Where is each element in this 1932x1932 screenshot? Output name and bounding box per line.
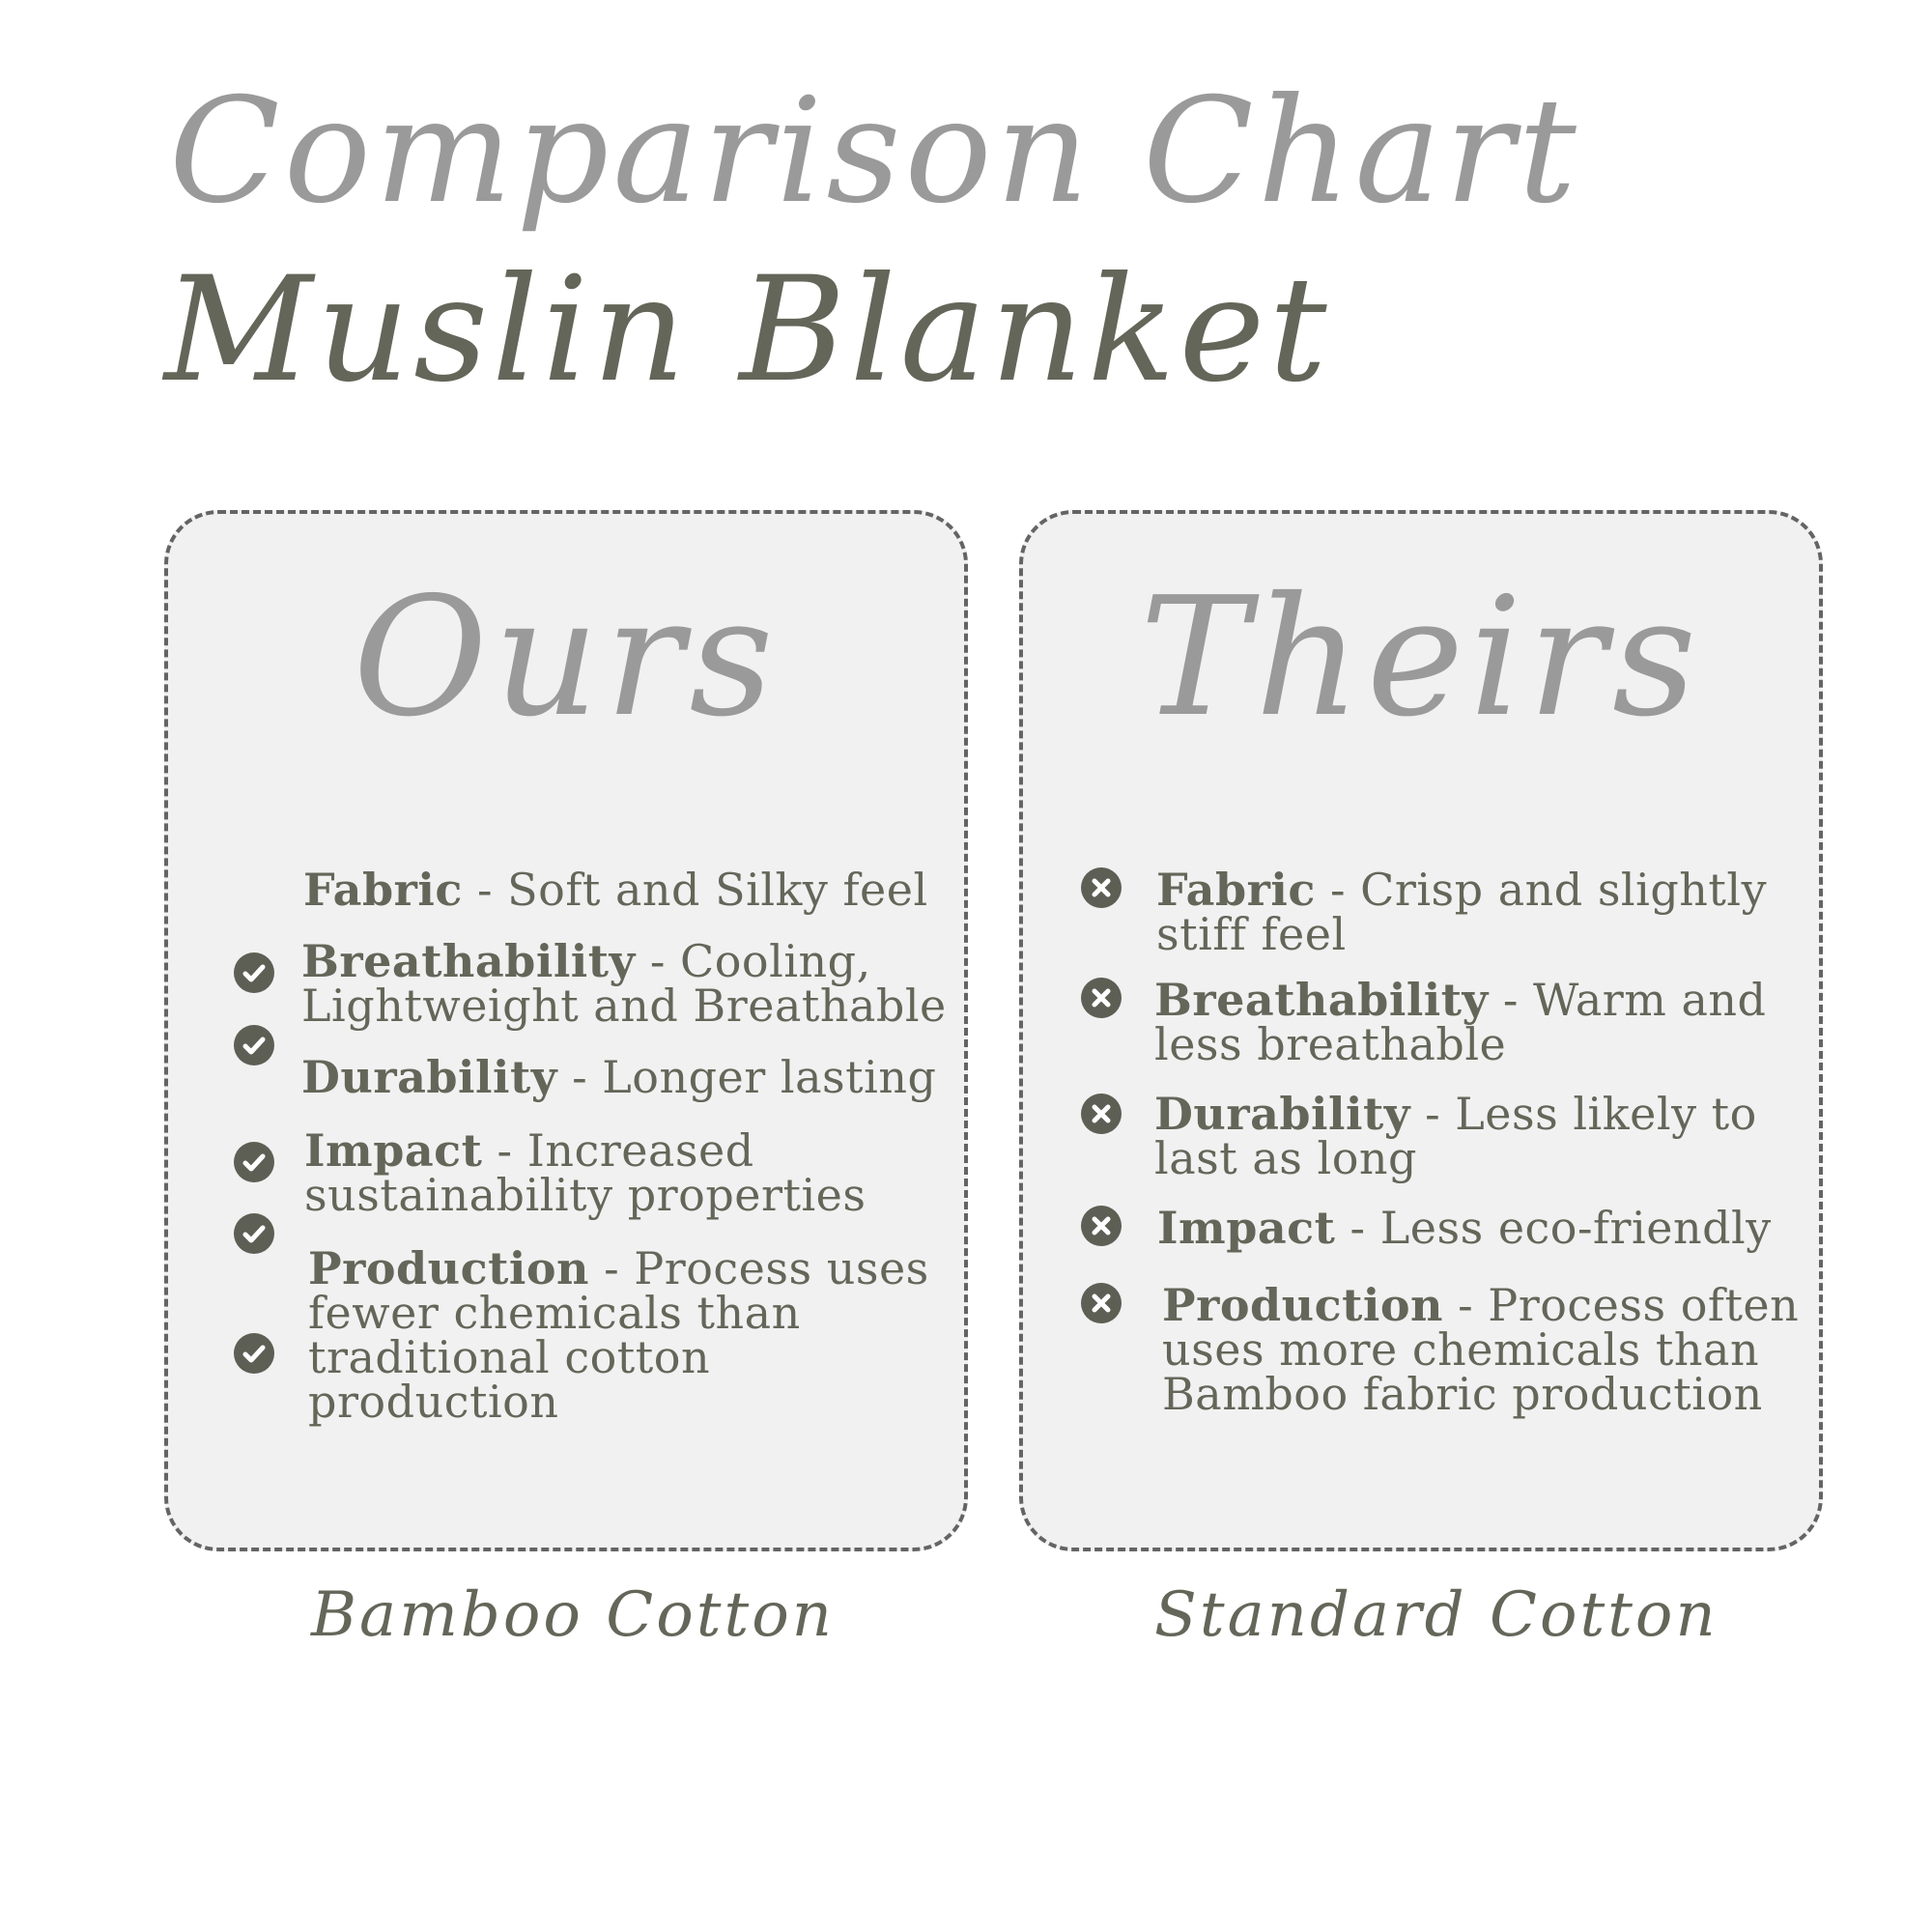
ours-item-breathability (301, 935, 947, 1032)
item-label: Durability (1154, 1088, 1410, 1140)
item-desc: - Warm and (1488, 974, 1767, 1026)
item-label: Fabric (1156, 864, 1316, 916)
theirs-item-breathability (1154, 974, 1767, 1070)
x-circle-icon (1081, 1094, 1122, 1134)
item-desc: - Less eco-friendly (1335, 1202, 1772, 1254)
x-circle-icon (1081, 1283, 1122, 1323)
ours-item-durability (301, 1051, 937, 1103)
check-circle-icon (234, 952, 274, 993)
item-desc-line2: Lightweight and Breathable (301, 980, 947, 1032)
x-circle-icon (1081, 867, 1122, 908)
check-circle-icon (234, 1025, 274, 1065)
item-label: Fabric (303, 864, 463, 916)
item-desc: - Crisp and slightly (1315, 864, 1768, 916)
item-label: Breathability (1154, 974, 1489, 1026)
page-title: Muslin Blanket (164, 246, 1331, 414)
item-desc: - Process often (1442, 1279, 1800, 1331)
theirs-caption: Standard Cotton (1154, 1579, 1719, 1651)
check-circle-icon (234, 1213, 274, 1254)
item-desc: - Soft and Silky feel (462, 864, 928, 916)
ours-heading: Ours (353, 562, 780, 753)
ours-caption: Bamboo Cotton (311, 1579, 835, 1651)
item-label: Durability (301, 1051, 557, 1103)
item-desc: - Longer lasting (556, 1051, 937, 1103)
item-desc-line2: less breathable (1154, 1018, 1507, 1070)
item-desc: - Cooling, (635, 935, 871, 987)
item-desc-line3: traditional cotton production (308, 1331, 711, 1428)
item-desc-line2: last as long (1154, 1132, 1417, 1184)
theirs-card (1019, 510, 1823, 1551)
item-desc: - Less likely to (1409, 1088, 1757, 1140)
ours-card (164, 510, 968, 1551)
item-desc-line2: sustainability properties (304, 1169, 867, 1221)
x-circle-icon (1081, 978, 1122, 1018)
theirs-item-durability (1154, 1088, 1757, 1184)
comparison-chart-title: Comparison Chart (169, 68, 1580, 236)
item-desc-line2: fewer chemicals than (308, 1287, 801, 1339)
item-label: Impact (304, 1124, 483, 1177)
item-label: Breathability (301, 935, 636, 987)
x-circle-icon (1081, 1206, 1122, 1246)
item-desc-line2: stiff feel (1156, 908, 1347, 960)
ours-item-production (308, 1242, 964, 1428)
item-label: Impact (1157, 1202, 1336, 1254)
item-desc: - Process uses (588, 1242, 929, 1294)
theirs-item-impact (1157, 1202, 1772, 1254)
check-circle-icon (234, 1333, 274, 1374)
ours-item-impact (304, 1124, 867, 1221)
theirs-item-production (1162, 1279, 1800, 1420)
item-desc-line2: uses more chemicals than (1162, 1323, 1760, 1376)
check-circle-icon (234, 1142, 274, 1182)
item-desc: - Increased (482, 1124, 754, 1177)
theirs-heading: Theirs (1139, 562, 1703, 753)
ours-item-fabric (303, 864, 928, 916)
item-label: Production (308, 1242, 589, 1294)
item-desc-line3: Bamboo fabric production (1162, 1368, 1763, 1420)
theirs-item-fabric (1156, 864, 1768, 960)
item-label: Production (1162, 1279, 1443, 1331)
